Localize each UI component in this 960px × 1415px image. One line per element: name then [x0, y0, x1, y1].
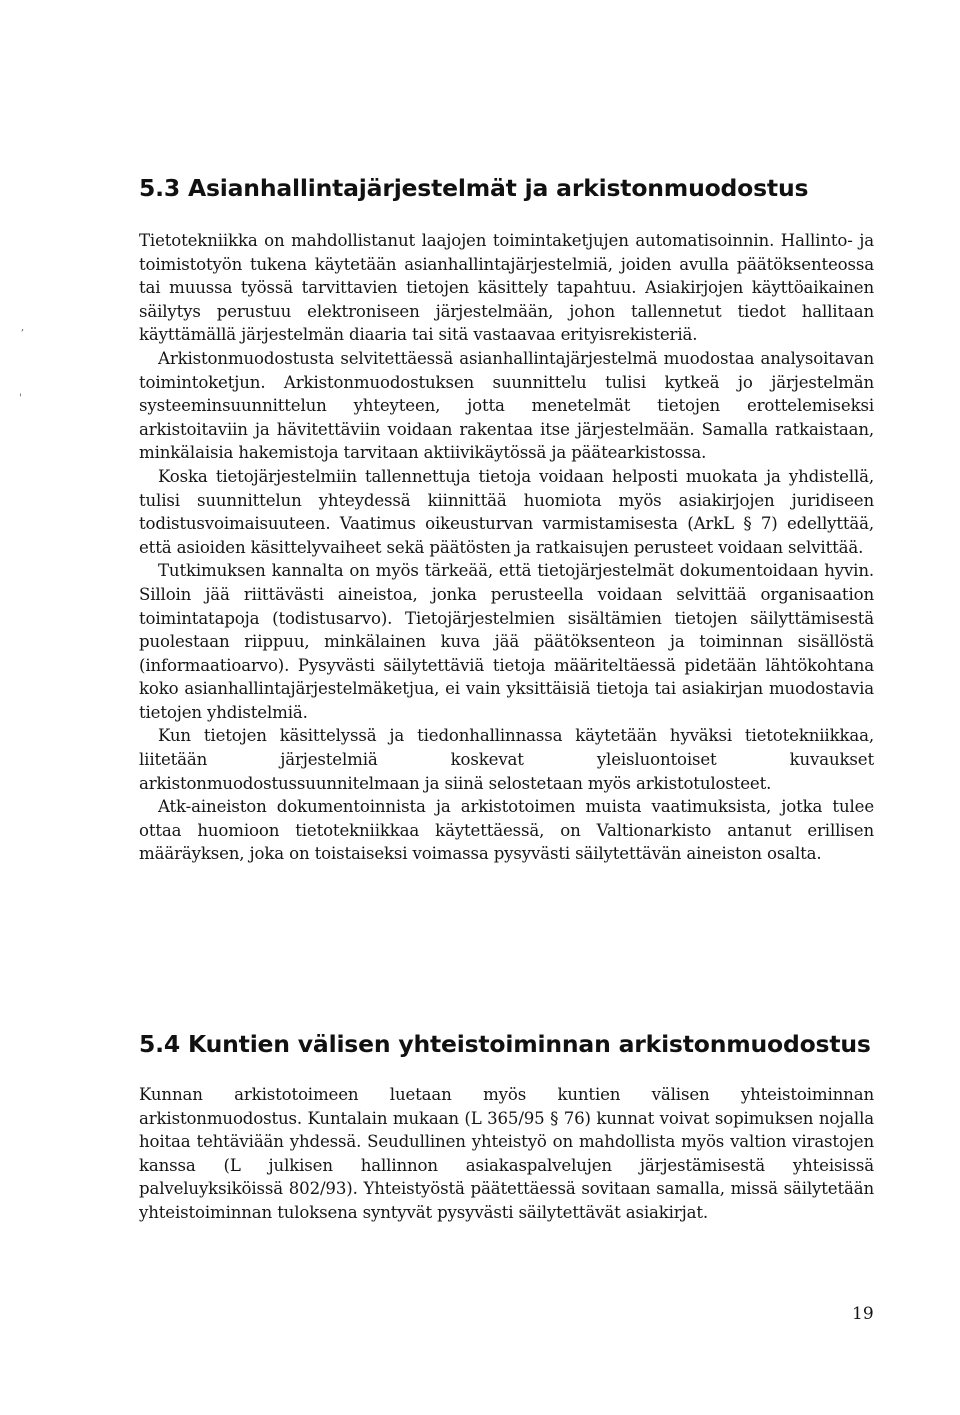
section-body-5-3	[139, 229, 874, 866]
paragraph: Koska tietojärjestelmiin tallennettuja tietoja voidaan helposti muokata ja yhdistellä, tulisi suunnittelun yhteydessä kiinnittää huomiota myös asiakirjojen juridiseen todistusvoimaisuuteen. Vaatimus oikeusturvan varmistamisesta (ArkL § 7) edellyttää, että asioiden käsittelyvaiheet sekä päätösten ja ratkaisujen perusteet voidaan selvittää.	[139, 466, 874, 557]
paragraph: Tietotekniikka on mahdollistanut laajojen toimintaketjujen automatisoinnin. Hallinto- ja toimistotyön tukena käytetään asianhallintajärjestelmiä, joiden avulla päätöksenteossa tai muussa työssä tarvittavien tietojen käsittely tapahtuu. Asiakirjojen käyttöaikainen säilytys perustuu elektroniseen järjestelmään, johon tallennetut tiedot hallitaan käyttämällä järjestelmän diaaria tai sitä vastaavaa erityisrekisteriä.	[139, 231, 874, 345]
section-heading-5-4: 5.4 Kuntien välisen yhteistoiminnan arkistonmuodostus	[139, 1030, 871, 1058]
paragraph: Kunnan arkistotoimeen luetaan myös kuntien välisen yhteistoiminnan arkistonmuodostus. Kuntalain mukaan (L 365/95 § 76) kunnat voivat sopimuksen nojalla hoitaa tehtäviään yhdessä. Seudullinen yhteistyö on mahdollista myös valtion virastojen kanssa (L julkisen hallinnon asiakaspalvelujen järjestämisestä yhteisissä palveluyksiköissä 802/93). Yhteistyöstä päätettäessä sovitaan samalla, missä säilytetään yhteistoiminnan tuloksena syntyvät pysyvästi säilytettävät asiakirjat.	[139, 1085, 874, 1222]
margin-mark: ,	[21, 322, 25, 333]
page-number: 19	[852, 1304, 874, 1324]
paragraph: Atk-aineiston dokumentoinnista ja arkistotoimen muista vaatimuksista, jotka tulee ottaa huomioon tietotekniikkaa käytettäessä, on Valtionarkisto antanut erillisen määräyksen, joka on toistaiseksi voimassa pysyvästi säilytettävän aineiston osalta.	[139, 797, 874, 864]
paragraph: Arkistonmuodostusta selvitettäessä asianhallintajärjestelmä muodostaa analysoitavan toimintoketjun. Arkistonmuodostuksen suunnittelu tulisi kytkeä jo järjestelmän systeeminsuunnittelun yhteyteen, jotta menetelmät tietojen erottelemiseksi arkistoitaviin ja hävitettäviin voidaan rakentaa itse järjestelmään. Samalla ratkaistaan, minkälaisia hakemistoja tarvitaan aktiivikäytössä ja päätearkistossa.	[139, 348, 874, 463]
margin-mark: '	[19, 393, 22, 404]
section-body-5-4	[139, 1083, 874, 1225]
paragraph: Tutkimuksen kannalta on myös tärkeää, että tietojärjestelmät dokumentoidaan hyvin. Silloin jää riittävästi aineistoa, jonka perusteella voidaan selvittää organisaation toimintatapoja (todistusarvo). Tietojärjestelmien sisältämien tietojen säilyttämisestä puolestaan riippuu, minkälainen kuva jää päätöksenteon ja toiminnan sisällöstä (informaatioarvo). Pysyvästi säilytettäviä tietoja määriteltäessä pidetään lähtökohtana koko asianhallintajärjestelmäketjua, ei vain yksittäisiä tietoja tai asiakirjan muodostavia tietojen yhdistelmiä.	[139, 561, 874, 722]
paragraph: Kun tietojen käsittelyssä ja tiedonhallinnassa käytetään hyväksi tietotekniikkaa, liitetään järjestelmiä koskevat yleisluontoiset kuvaukset arkistonmuodostussuunnitelmaan ja siinä selostetaan myös arkistotulosteet.	[139, 726, 874, 793]
section-heading-5-3: 5.3 Asianhallintajärjestelmät ja arkistonmuodostus	[139, 174, 809, 202]
